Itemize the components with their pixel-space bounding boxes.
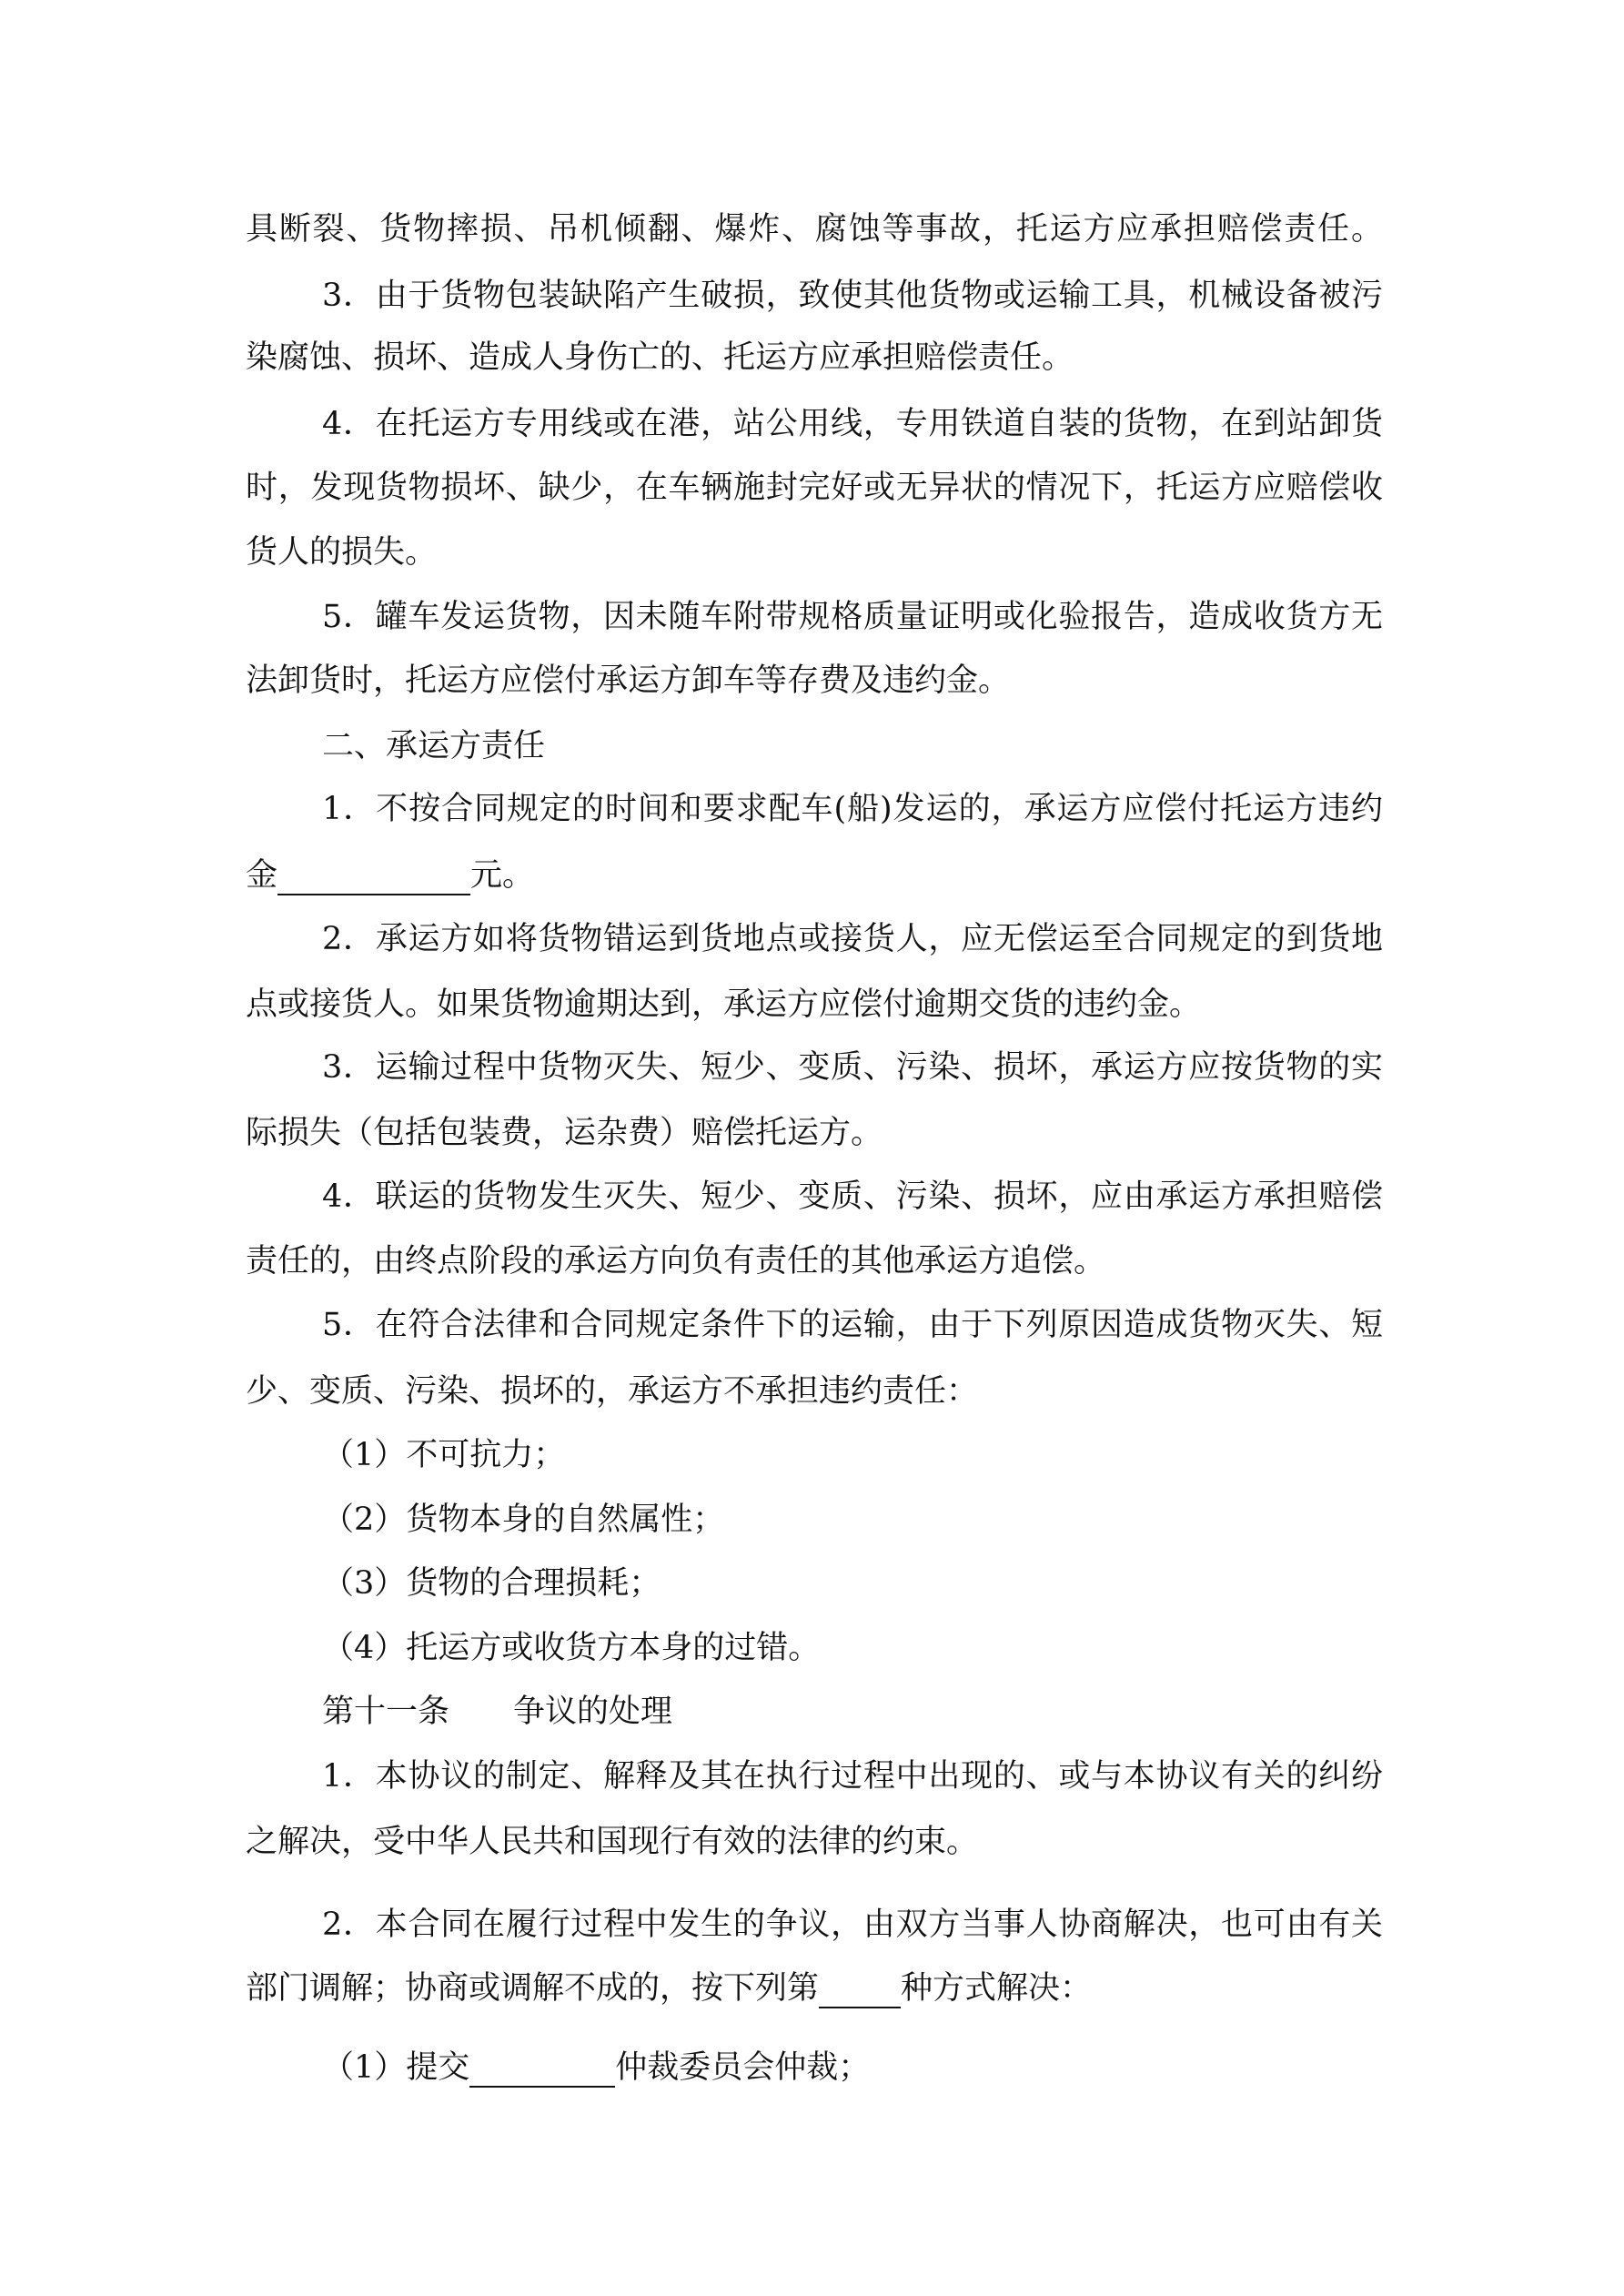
list-item: （3）货物的合理损耗； [322, 1565, 661, 1602]
paragraph-line: 1．不按合同规定的时间和要求配车(船)发运的，承运方应偿付托运方违约 [322, 791, 1383, 827]
paragraph-line: 3．运输过程中货物灭失、短少、变质、污染、损坏，承运方应按货物的实 [322, 1049, 1383, 1086]
fill-line-penalty [246, 855, 1383, 895]
list-item: （1）不可抗力； [322, 1437, 566, 1473]
text: 部门调解；协商或调解不成的，按下列第 [246, 1970, 820, 2007]
paragraph-line: 少、变质、污染、损坏的，承运方不承担违约责任： [246, 1373, 979, 1410]
paragraph-line: 货人的损失。 [246, 534, 438, 571]
fill-line-method [246, 1968, 1383, 2008]
blank-field[interactable] [277, 863, 470, 895]
paragraph-line: 之解决，受中华人民共和国现行有效的法律的约束。 [246, 1824, 979, 1860]
blank-field[interactable] [469, 2055, 615, 2088]
paragraph-line: 2．本合同在履行过程中发生的争议，由双方当事人协商解决，也可由有关 [322, 1907, 1383, 1943]
paragraph-line: 3．由于货物包装缺陷产生破损，致使其他货物或运输工具，机械设备被污 [322, 278, 1383, 314]
list-item: （4）托运方或收货方本身的过错。 [322, 1630, 821, 1666]
paragraph-line: 4．在托运方专用线或在港，站公用线，专用铁道自装的货物，在到站卸货 [322, 406, 1383, 442]
paragraph-line: 染腐蚀、损坏、造成人身伤亡的、托运方应承担赔偿责任。 [246, 339, 1074, 376]
paragraph-line: 4．联运的货物发生灭失、短少、变质、污染、损坏，应由承运方承担赔偿 [322, 1178, 1383, 1215]
text: 种方式解决： [901, 1970, 1093, 2007]
paragraph-line: 法卸货时，托运方应偿付承运方卸车等存费及违约金。 [246, 663, 1011, 699]
paragraph-line: 时，发现货物损坏、缺少，在车辆施封完好或无异状的情况下，托运方应赔偿收 [246, 470, 1383, 506]
article-heading: 第十一条 争议的处理 [322, 1694, 673, 1730]
paragraph-line: 具断裂、货物摔损、吊机倾翻、爆炸、腐蚀等事故，托运方应承担赔偿责任。 [246, 211, 1383, 248]
section-heading: 二、承运方责任 [322, 728, 546, 764]
text: 金 [246, 857, 278, 894]
text: 仲裁委员会仲裁； [615, 2049, 871, 2086]
paragraph-line: 责任的，由终点阶段的承运方向负有责任的其他承运方追偿。 [246, 1243, 1106, 1279]
paragraph-line: 5．罐车发运货物，因未随车附带规格质量证明或化验报告，造成收货方无 [322, 599, 1383, 635]
fill-line-arbitration [322, 2048, 1383, 2088]
paragraph-line: 际损失（包括包装费，运杂费）赔偿托运方。 [246, 1115, 883, 1151]
text: （1）提交 [322, 2049, 470, 2086]
paragraph-line: 5．在符合法律和合同规定条件下的运输，由于下列原因造成货物灭失、短 [322, 1307, 1383, 1343]
text: 元。 [470, 857, 535, 894]
paragraph-line: 2．承运方如将货物错运到货地点或接货人，应无偿运至合同规定的到货地 [322, 921, 1383, 957]
blank-field[interactable] [819, 1976, 901, 2008]
list-item: （2）货物本身的自然属性； [322, 1502, 725, 1538]
paragraph-line: 1．本协议的制定、解释及其在执行过程中出现的、或与本协议有关的纠纷 [322, 1758, 1383, 1795]
paragraph-line: 点或接货人。如果货物逾期达到，承运方应偿付逾期交货的违约金。 [246, 986, 1202, 1023]
